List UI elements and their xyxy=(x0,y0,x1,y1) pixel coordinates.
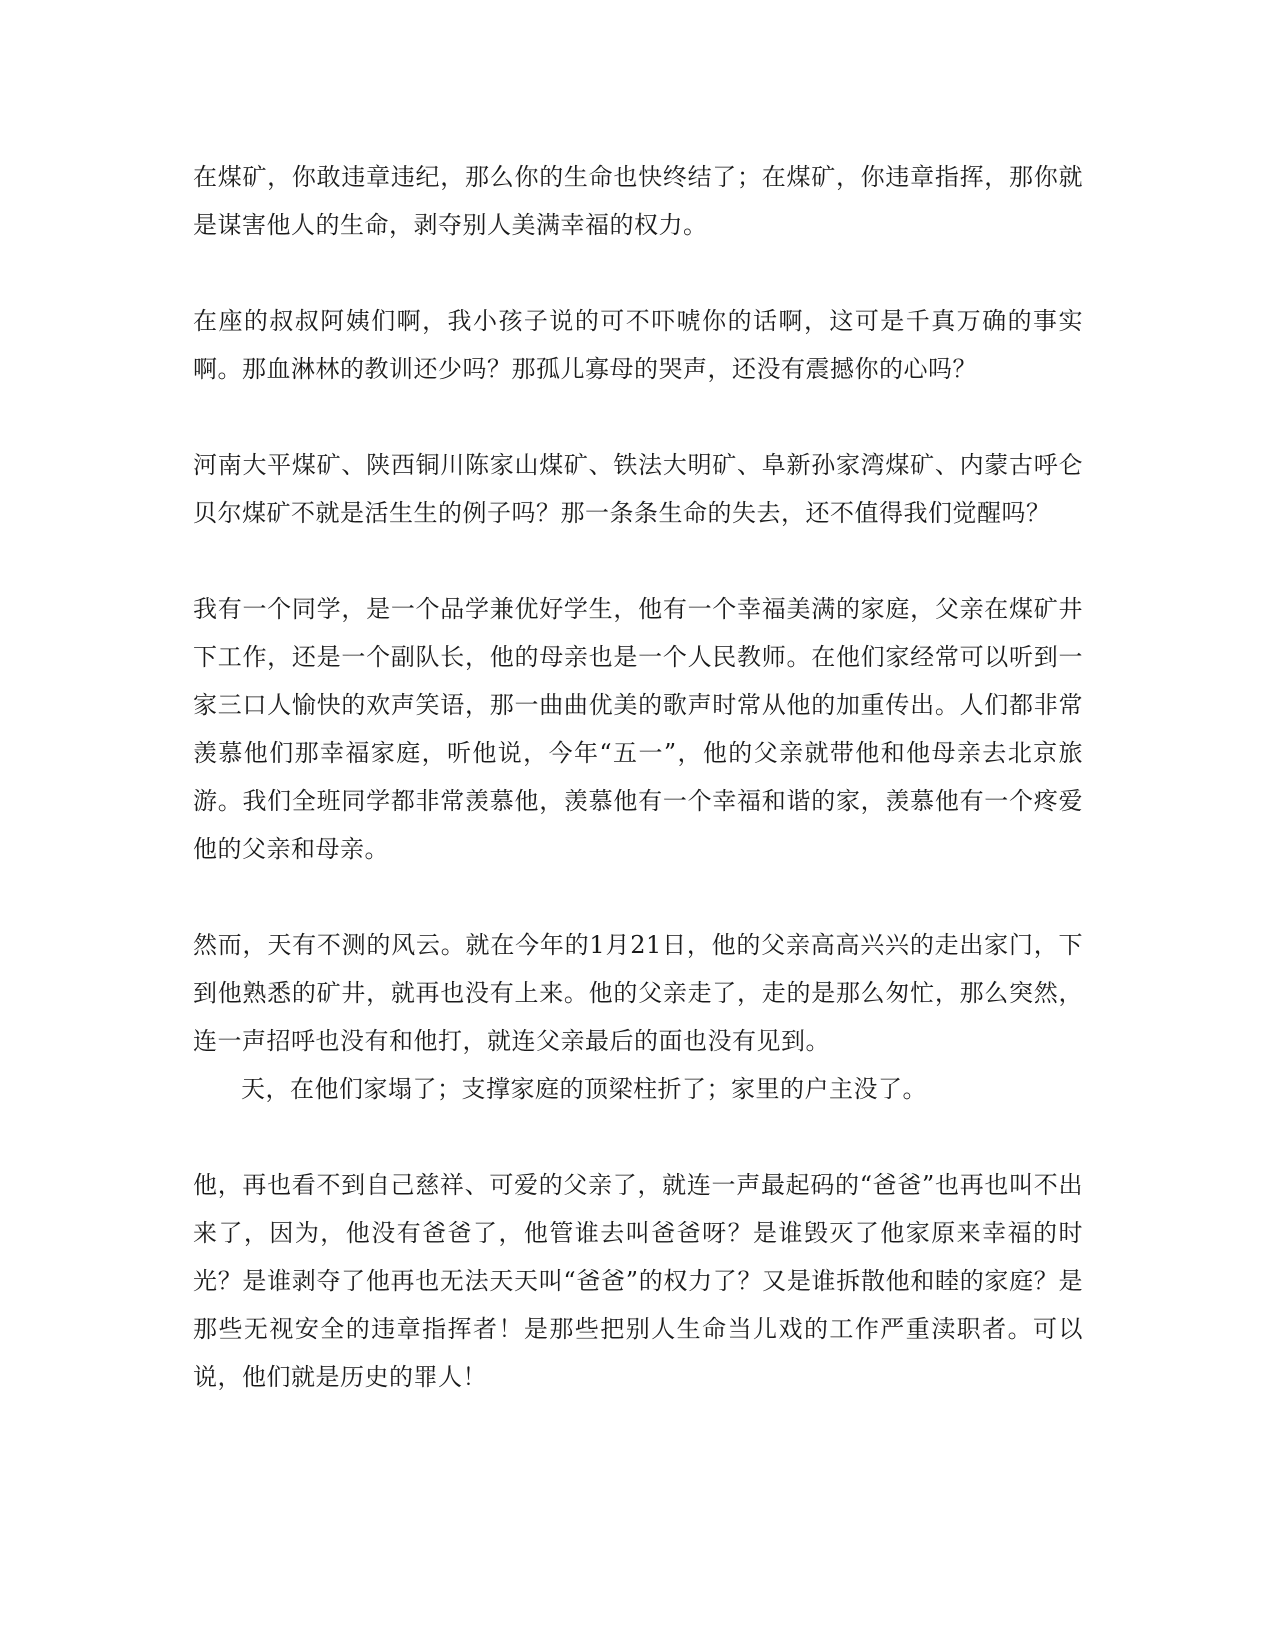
document-body xyxy=(193,153,1083,1449)
paragraph-3: 河南大平煤矿、陕西铜川陈家山煤矿、铁法大明矿、阜新孙家湾煤矿、内蒙古呼仑贝尔煤矿不就是活生生的例子吗？那一条条生命的失去，还不值得我们觉醒吗？ xyxy=(193,451,1083,527)
paragraph-5: 然而，天有不测的风云。就在今年的1月21日，他的父亲高高兴兴的走出家门，下到他熟悉的矿井，就再也没有上来。他的父亲走了，走的是那么匆忙，那么突然，连一声招呼也没有和他打，就连父亲最后的面也没有见到。 xyxy=(193,931,1083,1055)
paragraph-7: 他，再也看不到自己慈祥、可爱的父亲了，就连一声最起码的“爸爸”也再也叫不出来了，因为，他没有爸爸了，他管谁去叫爸爸呀？是谁毁灭了他家原来幸福的时光？是谁剥夺了他再也无法天天叫“爸爸”的权力了？又是谁拆散他和睦的家庭？是那些无视安全的违章指挥者！是那些把别人生命当儿戏的工作严重渎职者。可以说，他们就是历史的罪人！ xyxy=(193,1171,1083,1391)
paragraph-4: 我有一个同学，是一个品学兼优好学生，他有一个幸福美满的家庭，父亲在煤矿井下工作，还是一个副队长，他的母亲也是一个人民教师。在他们家经常可以听到一家三口人愉快的欢声笑语，那一曲曲优美的歌声时常从他的加重传出。人们都非常羡慕他们那幸福家庭，听他说，今年“五一”，他的父亲就带他和他母亲去北京旅游。我们全班同学都非常羡慕他，羡慕他有一个幸福和谐的家，羡慕他有一个疼爱他的父亲和母亲。 xyxy=(193,595,1083,863)
paragraph-1: 在煤矿，你敢违章违纪，那么你的生命也快终结了；在煤矿，你违章指挥，那你就是谋害他人的生命，剥夺别人美满幸福的权力。 xyxy=(193,163,1083,239)
paragraph-2: 在座的叔叔阿姨们啊，我小孩子说的可不吓唬你的话啊，这可是千真万确的事实啊。那血淋林的教训还少吗？那孤儿寡母的哭声，还没有震撼你的心吗？ xyxy=(193,307,1083,383)
paragraph-6: 天，在他们家塌了；支撑家庭的顶梁柱折了；家里的户主没了。 xyxy=(241,1075,927,1103)
